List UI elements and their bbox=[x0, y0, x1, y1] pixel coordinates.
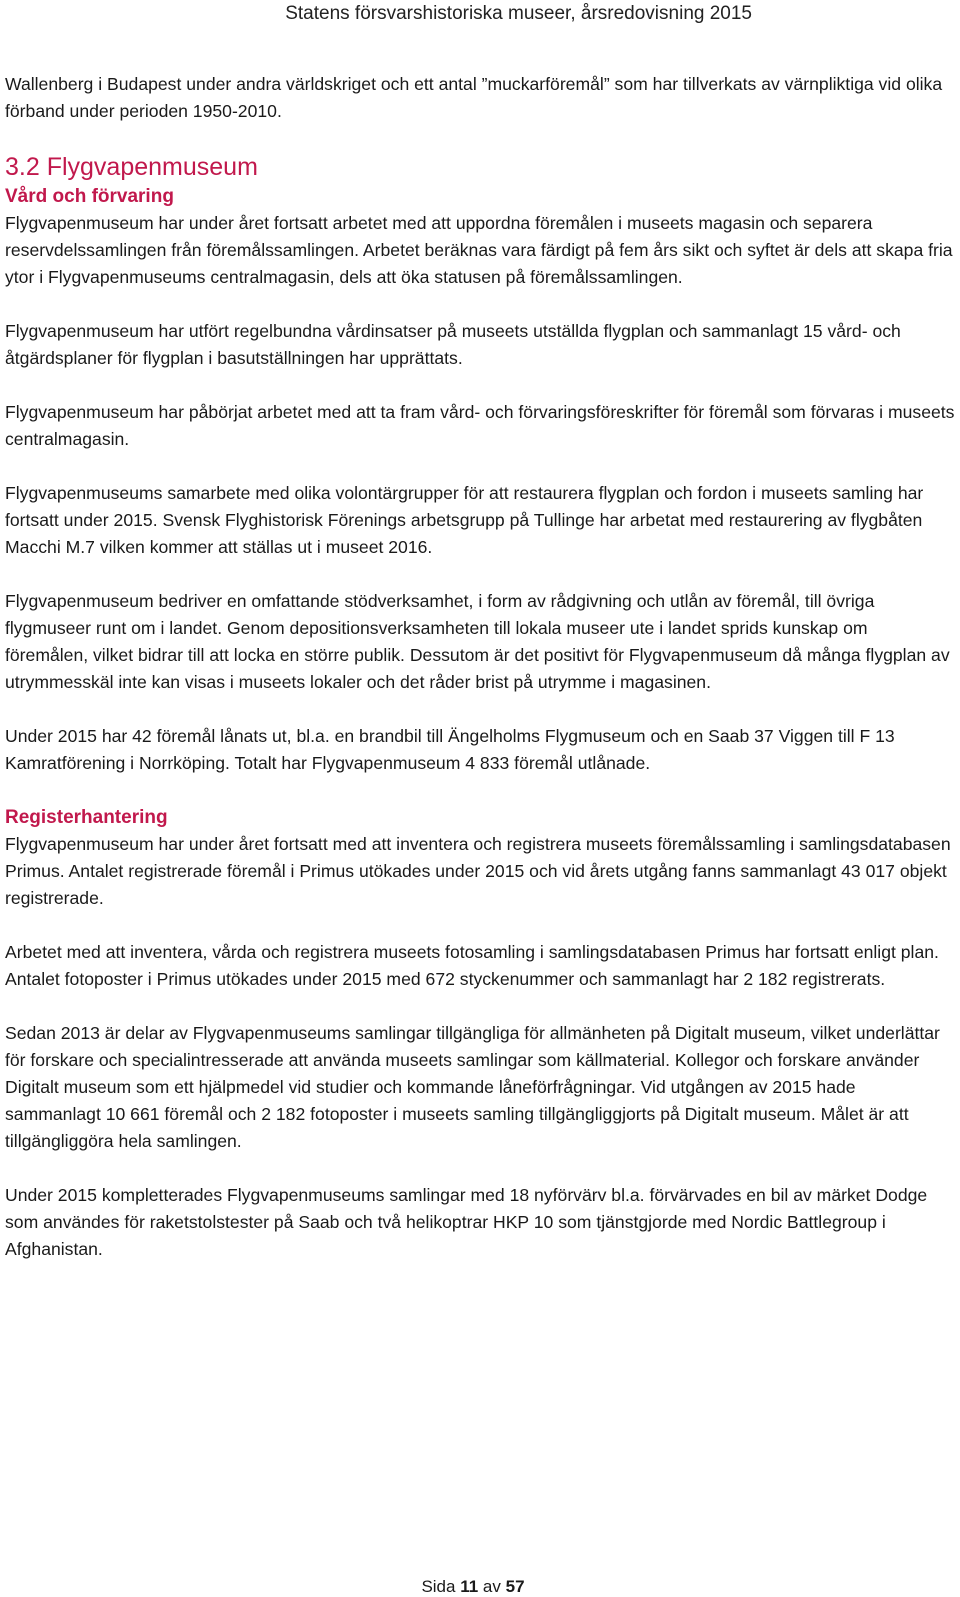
page-footer bbox=[0, 1577, 946, 1597]
registry-paragraph: Flygvapenmuseum har under året fortsatt med att inventera och registrera museets föremålssamling i samlingsdatabasen Primus. Antalet registrerade föremål i Primus utökades under 2015 och vid årets utgång fanns sammanlagt 43 017 objekt registrerade. bbox=[5, 834, 951, 908]
document-title: Statens försvarshistoriska museer, årsredovisning 2015 bbox=[285, 3, 752, 24]
section-heading: 3.2 Flygvapenmuseum bbox=[5, 153, 258, 181]
page-content bbox=[5, 71, 955, 1290]
subheading-care: Vård och förvaring bbox=[5, 186, 174, 207]
intro-paragraph: Wallenberg i Budapest under andra världskriget och ett antal ”muckarföremål” som har tillverkats av värnpliktiga vid olika förband under perioden 1950-2010. bbox=[5, 74, 943, 121]
care-paragraph: Flygvapenmuseums samarbete med olika volontärgrupper för att restaurera flygplan och fordon i museets samling har fortsatt under 2015. Svensk Flyghistorisk Förenings arbetsgrupp på Tullinge har arbetat med restaurering av flygbåten Macchi M.7 vilken kommer att ställas ut i museet 2016. bbox=[5, 483, 924, 557]
registry-paragraph: Under 2015 kompletterades Flygvapenmuseums samlingar med 18 nyförvärv bl.a. förvärvades en bil av märket Dodge som användes för raketstolstester på Saab och två helikoptrar HKP 10 som tjänstgjorde med Nordic Battlegroup i Afghanistan. bbox=[5, 1185, 928, 1259]
page-separator: av bbox=[482, 1577, 501, 1596]
care-paragraph: Flygvapenmuseum bedriver en omfattande stödverksamhet, i form av rådgivning och utlån av föremål, till övriga flygmuseer runt om i landet. Genom depositionsverksamheten till lokala museer ute i landet sprids kunskap om föremålen, vilket bidrar till att locka en större publik. Dessutom är det positivt för Flygvapenmuseum då många flygplan av utrymmesskäl inte kan visas i museets lokaler och det råder brist på utrymme i magasinen. bbox=[5, 591, 950, 692]
subheading-registry: Registerhantering bbox=[5, 807, 168, 828]
care-paragraph: Flygvapenmuseum har utfört regelbundna vårdinsatser på museets utställda flygplan och sammanlagt 15 vård- och åtgärdsplaner för flygplan i basutställningen har upprättats. bbox=[5, 321, 901, 368]
total-pages-number: 57 bbox=[505, 1577, 525, 1596]
page-header bbox=[285, 3, 752, 25]
page-label: Sida bbox=[421, 1577, 456, 1596]
care-paragraph: Flygvapenmuseum har under året fortsatt arbetet med att uppordna föremålen i museets magasin och separera reservdelssamlingen från föremålssamlingen. Arbetet beräknas vara färdigt på fem års sikt och syftet är dels att skapa fria ytor i Flygvapenmuseums centralmagasin, dels att öka statusen på föremålssamlingen. bbox=[5, 213, 953, 287]
care-paragraph: Under 2015 har 42 föremål lånats ut, bl.a. en brandbil till Ängelholms Flygmuseum och en Saab 37 Viggen till F 13 Kamratförening i Norrköping. Totalt har Flygvapenmuseum 4 833 föremål utlånade. bbox=[5, 726, 895, 773]
registry-paragraph: Sedan 2013 är delar av Flygvapenmuseums samlingar tillgängliga för allmänheten på Digitalt museum, vilket underlättar för forskare och specialintresserade att använda museets samlingar som källmaterial. Kollegor och forskare använder Digitalt museum som ett hjälpmedel vid studier och kommande låneförfrågningar. Vid utgången av 2015 hade sammanlagt 10 661 föremål och 2 182 fotoposter i museets samling tillgängliggjorts på Digitalt museum. Målet är att tillgängliggöra hela samlingen. bbox=[5, 1023, 940, 1151]
current-page-number: 11 bbox=[460, 1577, 479, 1596]
care-paragraph: Flygvapenmuseum har påbörjat arbetet med att ta fram vård- och förvaringsföreskrifter för föremål som förvaras i museets centralmagasin. bbox=[5, 402, 955, 449]
registry-paragraph: Arbetet med att inventera, vårda och registrera museets fotosamling i samlingsdatabasen Primus har fortsatt enligt plan. Antalet fotoposter i Primus utökades under 2015 med 672 styckenummer och sammanlagt har 2 182 registrerats. bbox=[5, 942, 939, 989]
